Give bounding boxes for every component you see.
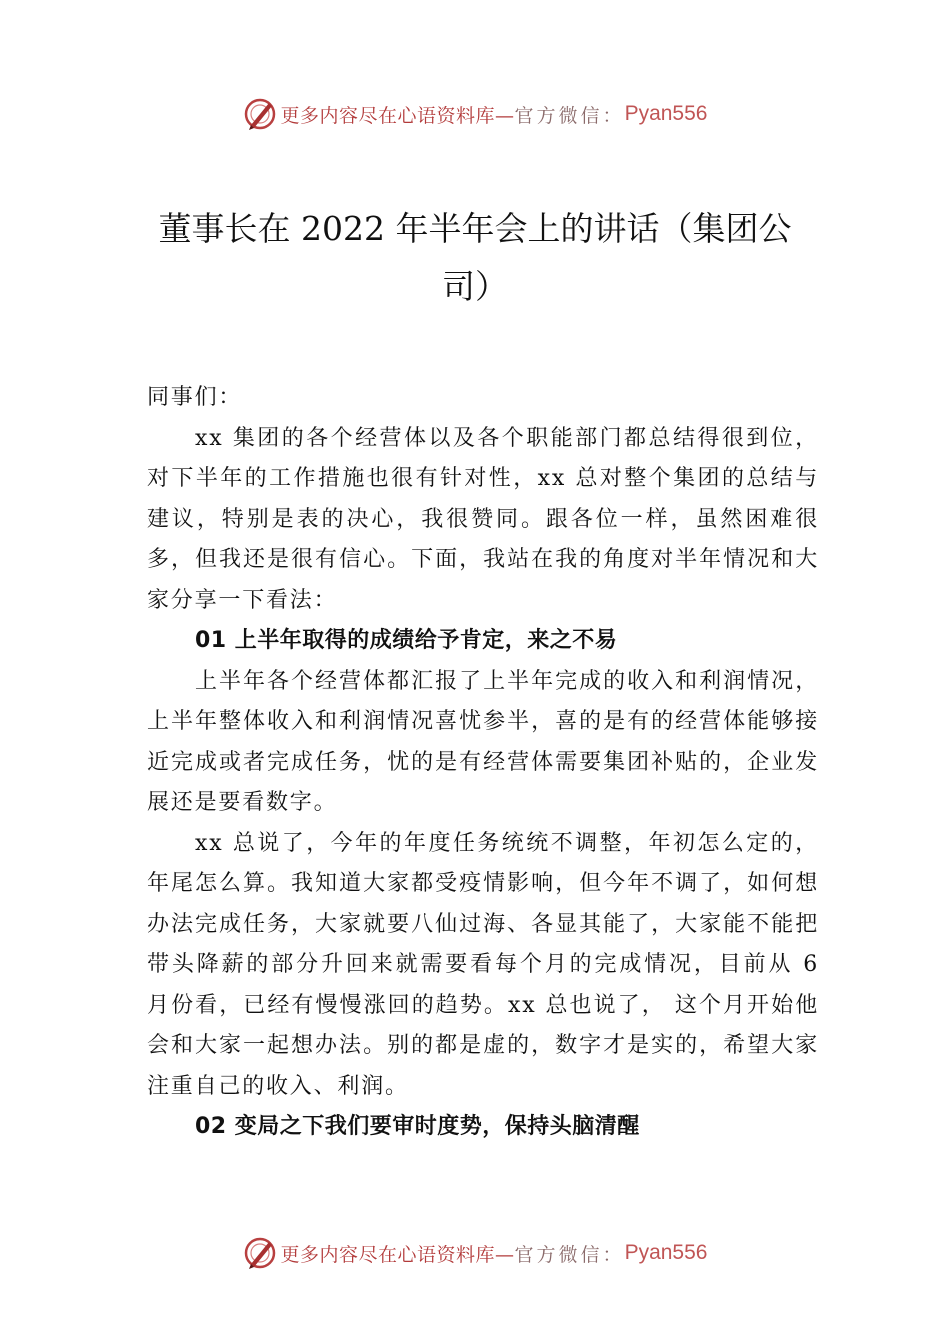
paragraph: xx 总说了，今年的年度任务统统不调整，年初怎么定的，年尾怎么算。我知道大家都受疫情影响，但今年不调了，如何想办法完成任务，大家就要八仙过海、各显其能了，大家能不能把带头降薪的部分升回来就需要看每个月的完成情况，目前从 6 月份看，已经有慢慢涨回的趋势。xx 总也说了， 这个月开始他会和大家一起想办法。别的都是虚的，数字才是实的，希望大家注重自己的收入、利润。 — [147, 830, 819, 1099]
wechat-id: Pyan556 — [624, 1241, 708, 1264]
footer-banner — [0, 1233, 950, 1273]
wechat-label: 官方微信： — [514, 104, 625, 127]
header-banner — [0, 94, 950, 134]
document-body — [147, 378, 819, 1148]
salutation: 同事们： — [147, 385, 243, 410]
paragraph: xx 集团的各个经营体以及各个职能部门都总结得很到位，对下半年的工作措施也很有针对性，xx 总对整个集团的总结与建议，特别是表的决心，我很赞同。跟各位一样，虽然困难很多，但我还是很有信心。下面，我站在我的角度对半年情况和大家分享一下看法： — [147, 425, 819, 613]
pen-logo-icon — [243, 1236, 277, 1270]
document-title — [120, 200, 830, 316]
title-line-2: 司） — [442, 267, 508, 306]
paragraph: 上半年各个经营体都汇报了上半年完成的收入和利润情况，上半年整体收入和利润情况喜忧参半，喜的是有的经营体能够接近完成或者完成任务，忧的是有经营体需要集团补贴的，企业发展还是要看数字。 — [147, 668, 819, 815]
pen-logo-icon — [243, 97, 277, 131]
promo-text: 更多内容尽在心语资料库— — [280, 104, 515, 127]
promo-text: 更多内容尽在心语资料库— — [280, 1243, 515, 1266]
title-line-1: 董事长在 2022 年半年会上的讲话（集团公 — [158, 209, 792, 248]
wechat-label: 官方微信： — [514, 1243, 625, 1266]
wechat-id: Pyan556 — [624, 102, 708, 125]
section-heading: 02 变局之下我们要审时度势，保持头脑清醒 — [195, 1114, 640, 1139]
section-heading: 01 上半年取得的成绩给予肯定，来之不易 — [195, 628, 618, 653]
